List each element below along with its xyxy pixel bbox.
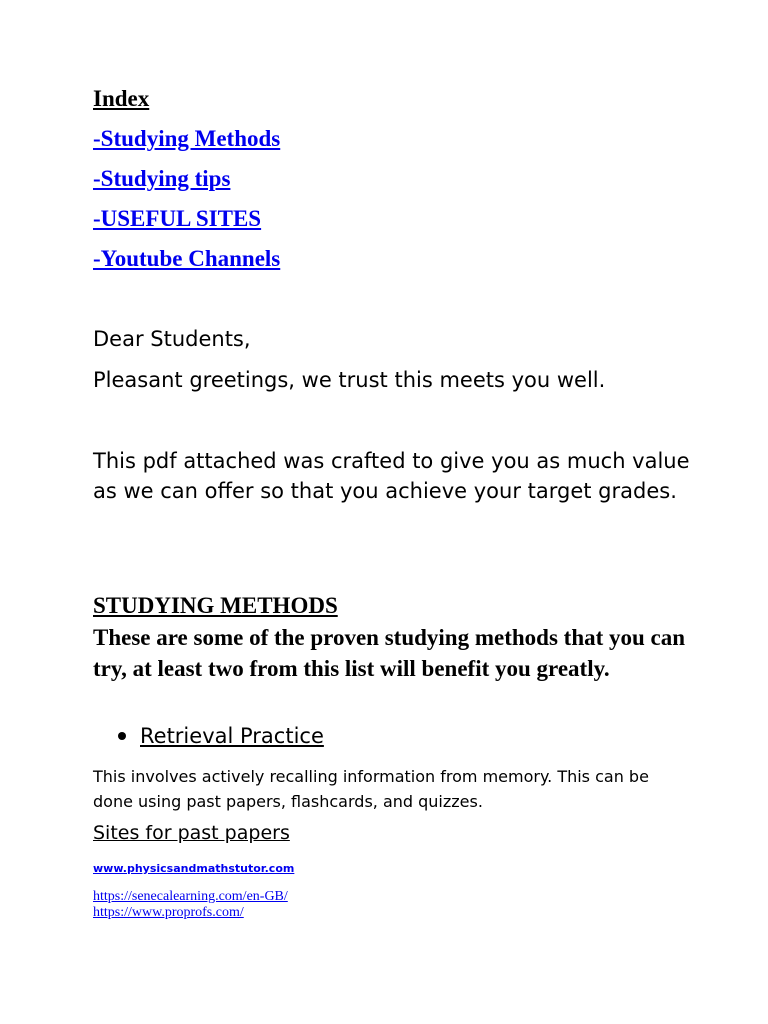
letter-paragraph: This pdf attached was crafted to give you as much value as we can offer so that you achieve your target grades. (93, 449, 690, 503)
section-title-studying-methods: STUDYING METHODS (93, 593, 338, 618)
site-link-senecalearning[interactable]: https://senecalearning.com/en-GB/ (93, 889, 288, 904)
index-link-studying-methods[interactable]: -Studying Methods (93, 126, 281, 151)
sites-heading: Sites for past papers (93, 822, 290, 844)
letter-pleasantries: Pleasant greetings, we trust this meets you well. (93, 368, 606, 392)
site-link-physicsandmathstutor[interactable]: www.physicsandmathstutor.com (93, 862, 295, 875)
index-title: Index (93, 86, 150, 111)
method-label-retrieval-practice: Retrieval Practice (140, 724, 324, 748)
index-link-youtube-channels[interactable]: -Youtube Channels (93, 246, 281, 271)
section-description: These are some of the proven studying methods that you can try, at least two from this list will benefit you greatly. (93, 625, 686, 681)
index-link-useful-sites[interactable]: -USEFUL SITES (93, 206, 262, 231)
letter-greeting: Dear Students, (93, 327, 251, 351)
method-description: This involves actively recalling information from memory. This can be done using past papers, flashcards, and quizzes. (93, 767, 649, 811)
index-link-studying-tips[interactable]: -Studying tips (93, 166, 231, 191)
site-link-proprofs[interactable]: https://www.proprofs.com/ (93, 905, 244, 920)
list-item (118, 724, 324, 748)
bullet-icon (118, 732, 126, 740)
